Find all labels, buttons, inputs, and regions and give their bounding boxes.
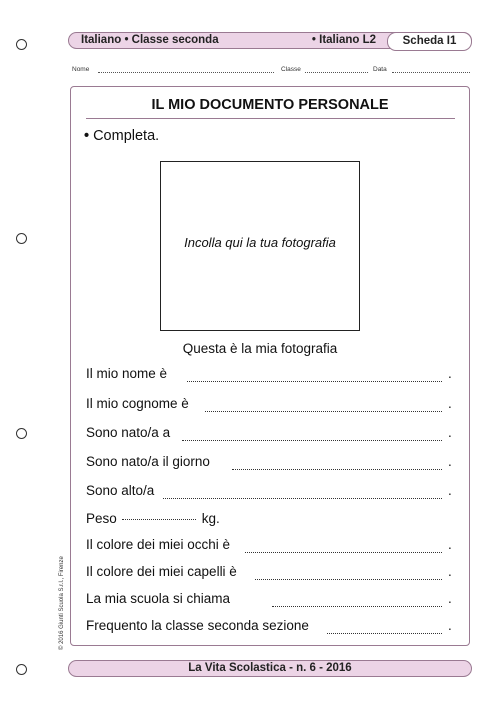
photo-box[interactable] (160, 161, 360, 331)
subject-label: Italiano • Classe seconda (81, 34, 219, 46)
binder-hole-upper (16, 233, 27, 244)
instruction-text: Completa. (93, 128, 160, 144)
answer-field-sezione[interactable] (327, 633, 442, 634)
instruction-bullet: • (84, 128, 90, 144)
end-mark: . (448, 564, 452, 579)
answer-field-nome[interactable] (187, 381, 442, 382)
worksheet-title: IL MIO DOCUMENTO PERSONALE (151, 97, 389, 113)
line-label-nato-giorno: Sono nato/a il giorno (86, 454, 210, 469)
course-label: • Italiano L2 (311, 34, 376, 46)
answer-field-peso[interactable] (122, 519, 196, 520)
binder-hole-lower (16, 428, 27, 439)
answer-field-cognome[interactable] (205, 411, 442, 412)
line-label-sezione: Frequento la classe seconda sezione (86, 618, 309, 633)
answer-field-scuola[interactable] (272, 606, 442, 607)
header-bar (68, 32, 472, 49)
date-label: Data (373, 66, 387, 73)
end-mark: . (448, 537, 452, 552)
line-label-nome: Il mio nome è (86, 366, 168, 381)
end-mark: . (448, 396, 452, 411)
footer-bar: La Vita Scolastica - n. 6 - 2016 (68, 660, 472, 677)
date-field[interactable] (392, 72, 470, 73)
line-label-alto: Sono alto/a (86, 483, 155, 498)
binder-hole-bottom (16, 664, 27, 675)
peso-unit: kg. (201, 511, 220, 526)
copyright-notice: © 2016 Giunti Scuola S.r.l., Firenze (59, 556, 65, 650)
instruction (84, 128, 159, 144)
end-mark: . (448, 618, 452, 633)
end-mark: . (448, 366, 452, 381)
line-label-capelli: Il colore dei miei capelli è (86, 564, 237, 579)
line-label-cognome: Il mio cognome è (86, 396, 189, 411)
line-peso (86, 511, 220, 526)
end-mark: . (448, 591, 452, 606)
end-mark: . (448, 483, 452, 498)
sheet-badge: Scheda I1 (387, 32, 472, 51)
line-label-nato-a: Sono nato/a a (86, 425, 171, 440)
name-label: Nome (72, 66, 90, 73)
line-label-peso: Peso (86, 511, 117, 526)
photo-caption: Questa è la mia fotografia (182, 341, 338, 356)
name-field[interactable] (98, 72, 274, 73)
answer-field-capelli[interactable] (255, 579, 442, 580)
title-divider (86, 118, 455, 119)
class-field[interactable] (305, 72, 368, 73)
answer-field-nato-a[interactable] (182, 440, 442, 441)
photo-placeholder: Incolla qui la tua fotografia (184, 235, 336, 250)
answer-field-alto[interactable] (163, 498, 442, 499)
line-label-occhi: Il colore dei miei occhi è (86, 537, 231, 552)
line-label-scuola: La mia scuola si chiama (86, 591, 231, 606)
answer-field-nato-giorno[interactable] (232, 469, 442, 470)
binder-hole-top (16, 39, 27, 50)
end-mark: . (448, 454, 452, 469)
answer-field-occhi[interactable] (245, 552, 442, 553)
class-label: Classe (281, 66, 301, 73)
end-mark: . (448, 425, 452, 440)
